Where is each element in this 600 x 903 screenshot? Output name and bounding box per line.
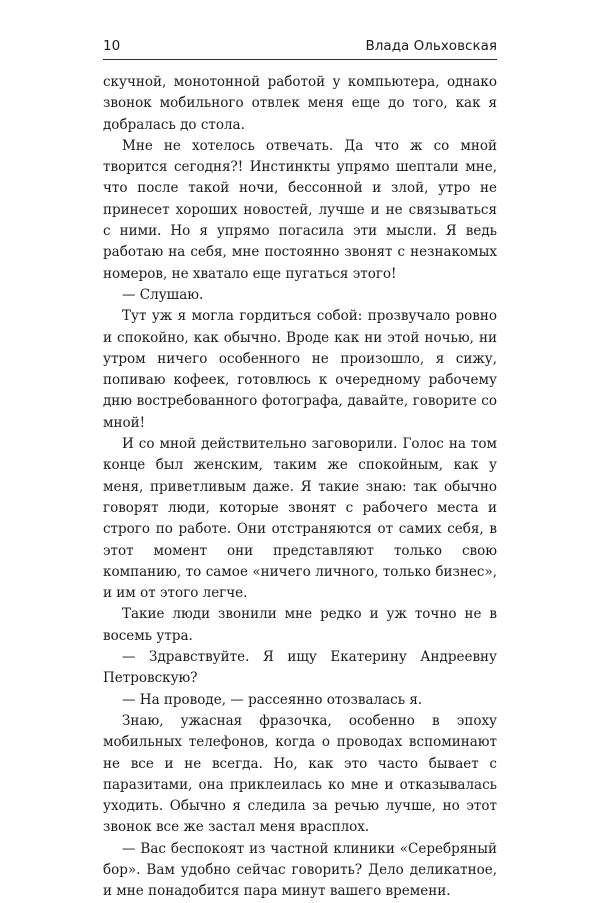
paragraph: — На проводе, — рассеянно отозвалась я. [122, 691, 423, 708]
page-number: 10 [103, 38, 121, 54]
paragraph: Такие люди звонили мне редко и уж точно не в восемь утра. [103, 606, 497, 644]
paragraph: скучной, монотонной работой у компьютера, однако звонок мобильного отвлек меня еще до того, как я добралась до стола. [103, 74, 497, 133]
running-head [103, 37, 497, 60]
paragraph: — Здравствуйте. Я ищу Екатерину Андреевну Петровскую? [103, 649, 497, 687]
body-text [103, 72, 497, 903]
paragraph: Знаю, ужасная фразочка, особенно в эпоху мобильных телефонов, когда о проводах вспоминают не все и не всегда. Но, как это часто бывает с паразитами, она приклеилась ко мне и отказывалась уходить. Обычно я следила за речью лучше, но этот звонок все же застал меня врасплох. [103, 712, 497, 836]
paragraph: Тут уж я могла гордиться собой: прозвучало ровно и спокойно, как обычно. Вроде как ни этой ночью, ни утром ничего особенного не произошло, я сижу, попиваю кофеек, готовлюсь к очередному рабочему дню востребованного фотографа, давайте, говорите со мной! [103, 308, 497, 431]
paragraph: — Вас беспокоят из частной клиники «Серебряный бор». Вам удобно сейчас говорить? Дело деликатное, и мне понадобится пара минут вашего времени. [103, 840, 497, 900]
paragraph: — Слушаю. [122, 286, 204, 303]
paragraph: Мне не хотелось отвечать. Да что ж со мной творится сегодня?! Инстинкты упрямо шептали мне, что после такой ночи, бессонной и злой, утро не принесет хороших новостей, лучше и не связываться с ними. Но я упрямо погасила эти мысли. Я ведь работаю на себя, мне постоянно звонят с незнакомых номеров, не хватало еще пугаться этого! [103, 137, 497, 282]
paragraph: И со мной действительно заговорили. Голос на том конце был женским, таким же спокойным, как у меня, приветливым даже. Я такие знаю: так обычно говорят люди, которые звонят с рабочего места и строго по работе. Они отстраняются от самих себя, в этот момент они представляют только свою компанию, то самое «ничего личного, только бизнес», и им от этого легче. [103, 436, 497, 602]
running-title: Влада Ольховская [365, 38, 497, 54]
